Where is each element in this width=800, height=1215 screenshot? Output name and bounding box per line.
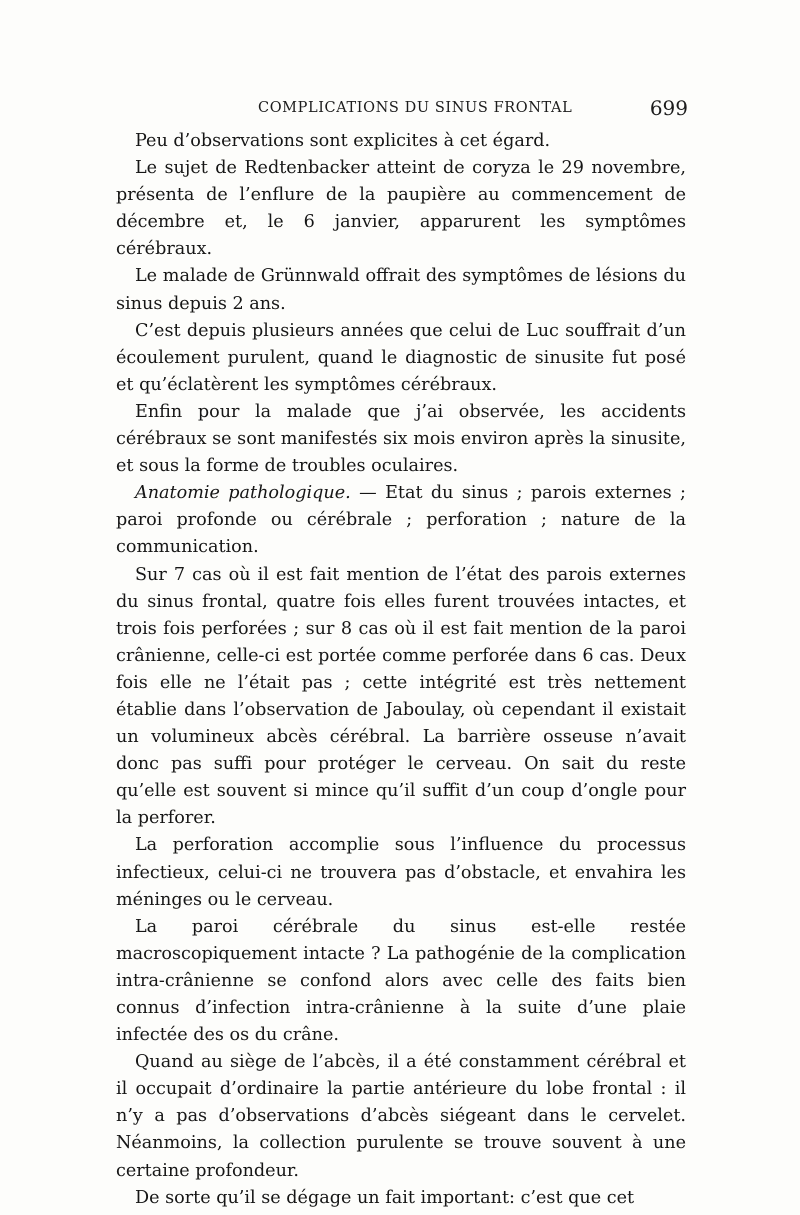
paragraph: Sur 7 cas où il est fait mention de l’état des parois externes du sinus frontal, quatre fois elles furent trouvées intactes, et trois fois perforées ; sur 8 cas où il est fait mention de la paroi crânienne, celle-ci est portée comme perforée dans 6 cas. Deux fois elle ne l’était pas ; cette intégrité est très nettement établie dans l’observation de Jaboulay, où cependant il existait un volumineux abcès cérébral. La barrière osseuse n’avait donc pas suffi pour protéger le cerveau. On sait du reste qu’elle est souvent si mince qu’il suffit d’un coup d’ongle pour la perforer. <box>116 564 686 829</box>
paragraph: La paroi cérébrale du sinus est-elle restée macroscopiquement intacte ? La pathogénie de la complication intra-crânienne se confond alors avec celle des faits bien connus d’infection intra-crânienne à la suite d’une plaie infectée des os du crâne. <box>116 916 686 1046</box>
paragraph: C’est depuis plusieurs années que celui de Luc souffrait d’un écoulement purulent, quand le diagnostic de sinusite fut posé et qu’éclatèrent les symptômes cérébraux. <box>116 320 686 395</box>
body-text <box>116 128 686 1212</box>
paragraph: De sorte qu’il se dégage un fait important: c’est que cet <box>135 1187 635 1208</box>
page-number: 699 <box>649 96 688 120</box>
running-head <box>118 96 688 124</box>
paragraph: Le sujet de Redtenbacker atteint de coryza le 29 novembre, présenta de l’enflure de la paupière au commencement de décembre et, le 6 janvier, apparurent les symptômes cérébraux. <box>116 158 686 260</box>
paragraph <box>116 480 686 561</box>
paragraph: Peu d’observations sont explicites à cet égard. <box>135 131 551 151</box>
paragraph: Enfin pour la malade que j’ai observée, les accidents cérébraux se sont manifestés six mois environ après la sinusite, et sous la forme de troubles oculaires. <box>116 401 686 477</box>
paragraph: Le malade de Grünnwald offrait des symptômes de lésions du sinus depuis 2 ans. <box>116 266 686 314</box>
running-title: COMPLICATIONS DU SINUS FRONTAL <box>258 100 573 116</box>
paragraph-text: Etat du sinus ; parois externes ; paroi profonde ou cérébrale ; perforation ; nature de la communication. <box>116 483 686 558</box>
section-heading: Anatomie pathologique. — <box>135 483 377 504</box>
paragraph: La perforation accomplie sous l’influence du processus infectieux, celui-ci ne trouvera pas d’obstacle, et envahira les méninges ou le cerveau. <box>116 835 686 910</box>
paragraph: Quand au siège de l’abcès, il a été constamment cérébral et il occupait d’ordinaire la partie antérieure du lobe frontal : il n’y a pas d’observations d’abcès siégeant dans le cervelet. Néanmoins, la collection purulente se trouve souvent à une certaine profondeur. <box>116 1052 686 1181</box>
